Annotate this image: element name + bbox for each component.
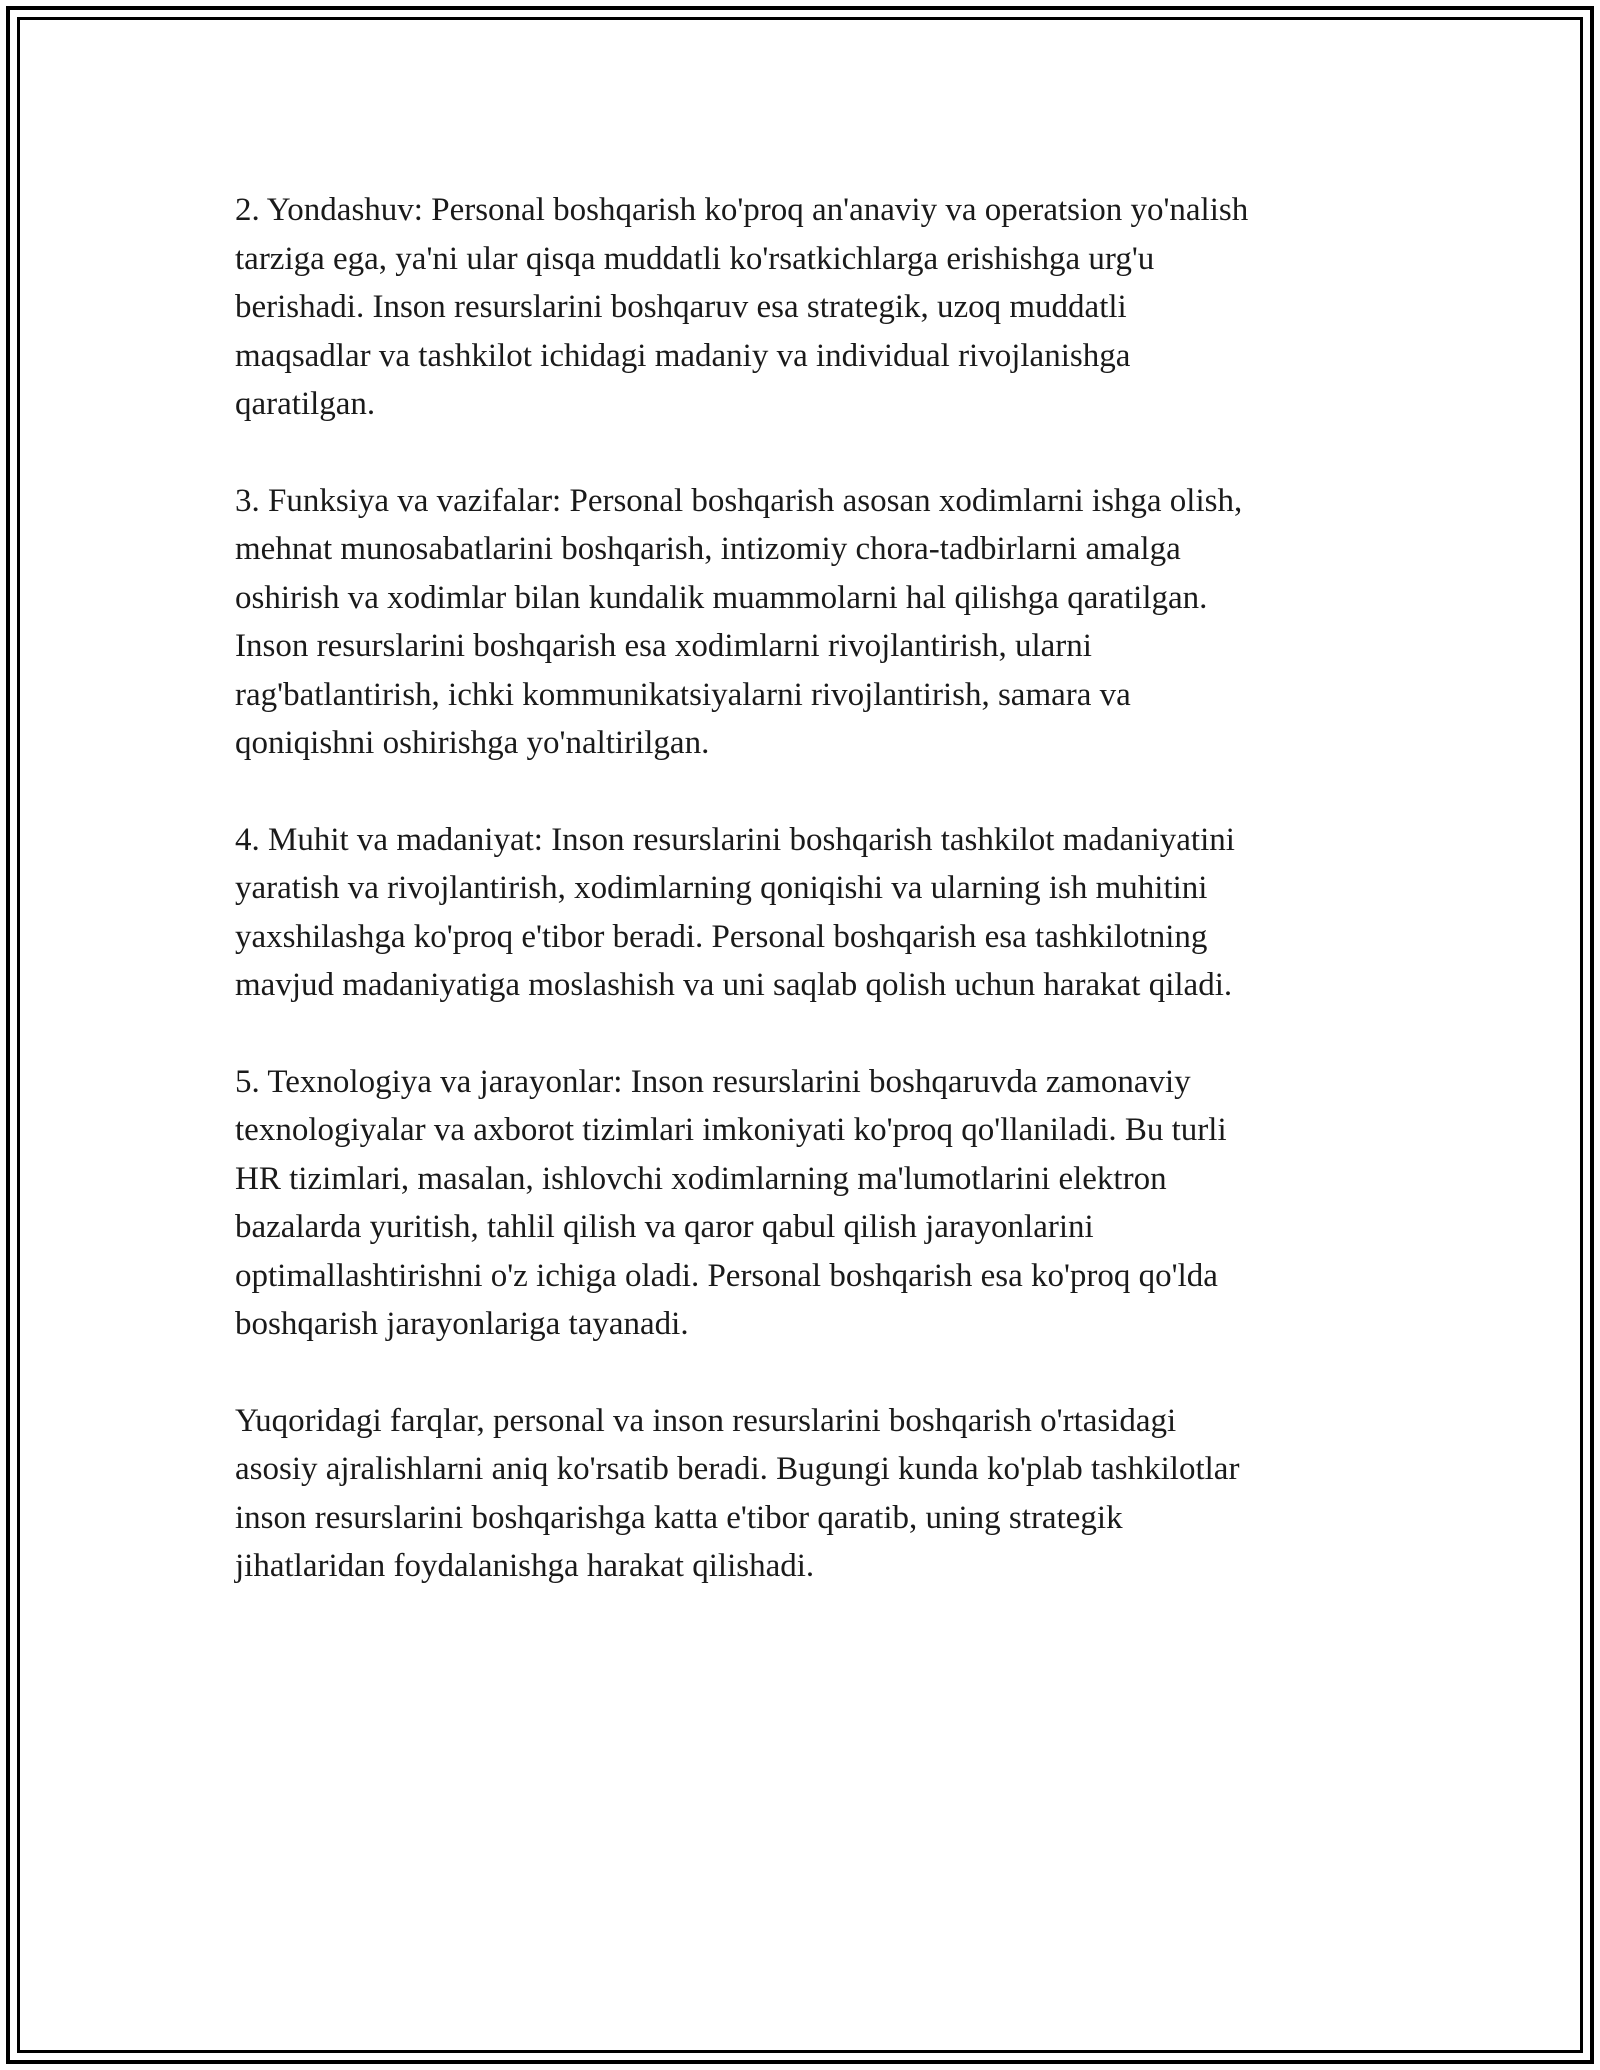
- paragraph-conclusion: Yuqoridagi farqlar, personal va inson resurslarini boshqarish o'rtasidagi asosiy ajralishlarni aniq ko'rsatib beradi. Bugungi kunda ko'plab tashkilotlar inson resurslarini boshqarishga katta e'tibor qaratib, uning strategik jihatlaridan foydalanishga harakat qilishadi.: [235, 1402, 1240, 1584]
- paragraph-functions: 3. Funksiya va vazifalar: Personal boshqarish asosan xodimlarni ishga olish, mehnat munosabatlarini boshqarish, intizomiy chora-tadbirlarni amalga oshirish va xodimlar bilan kundalik muammolarni hal qilishga qaratilgan. Inson resurslarini boshqarish esa xodimlarni rivojlantirish, ularni rag'batlantirish, ichki kommunikatsiyalarni rivojlantirish, samara va qoniqishni oshirishga yo'naltirilgan.: [235, 482, 1243, 761]
- paragraph-environment-culture: 4. Muhit va madaniyat: Inson resurslarini boshqarish tashkilot madaniyatini yaratish va rivojlantirish, xodimlarning qoniqishi va ularning ish muhitini yaxshilashga ko'proq e'tibor beradi. Personal boshqarish esa tashkilotning mavjud madaniyatiga moslashish va uni saqlab qolish uchun harakat qiladi.: [235, 821, 1235, 1003]
- document-body: [235, 186, 1385, 1639]
- paragraph-technology-processes: 5. Texnologiya va jarayonlar: Inson resurslarini boshqaruvda zamonaviy texnologiyalar va axborot tizimlari imkoniyati ko'proq qo'llaniladi. Bu turli HR tizimlari, masalan, ishlovchi xodimlarning ma'lumotlarini elektron bazalarda yuritish, tahlil qilish va qaror qabul qilish jarayonlarini optimallashtirishni o'z ichiga oladi. Personal boshqarish esa ko'proq qo'lda boshqarish jarayonlariga tayanadi.: [235, 1063, 1227, 1342]
- paragraph-approach: 2. Yondashuv: Personal boshqarish ko'proq an'anaviy va operatsion yo'nalish tarziga ega, ya'ni ular qisqa muddatli ko'rsatkichlarga erishishga urg'u berishadi. Inson resurslarini boshqaruv esa strategik, uzoq muddatli maqsadlar va tashkilot ichidagi madaniy va individual rivojlanishga qaratilgan.: [235, 192, 1249, 422]
